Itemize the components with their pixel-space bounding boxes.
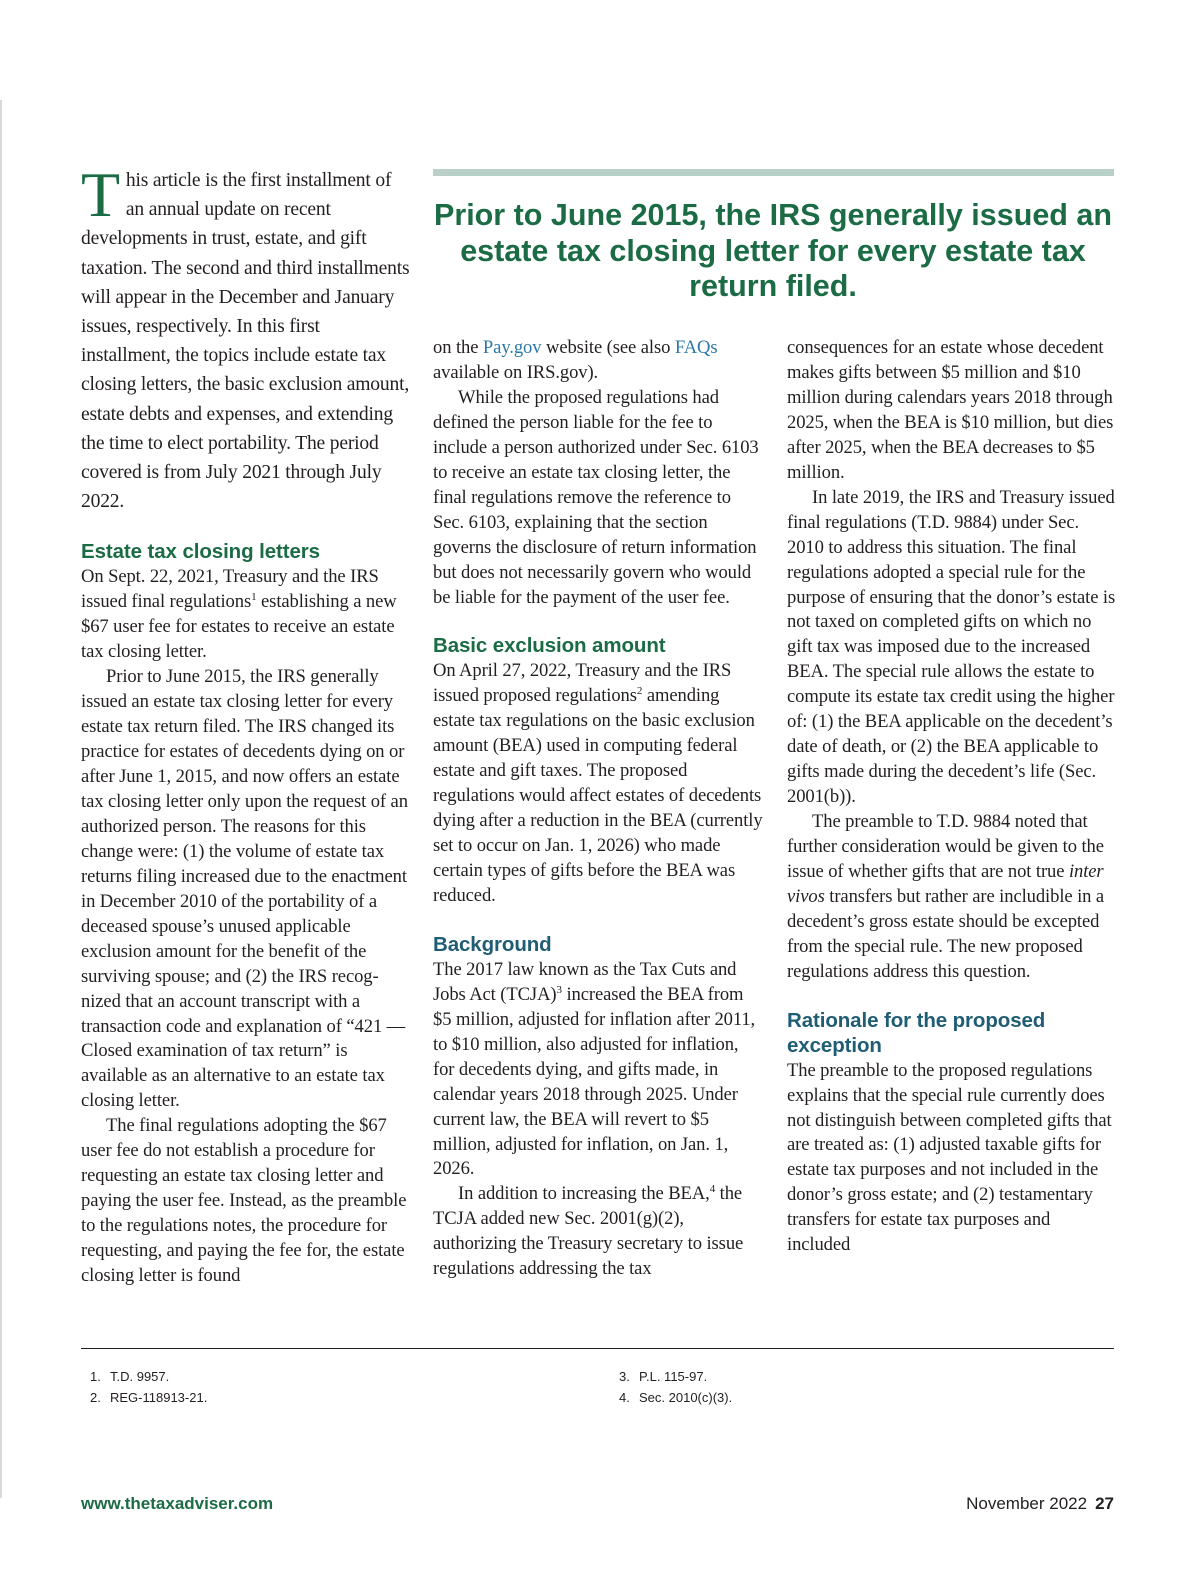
paragraph: on the Pay.gov website (see also FAQs available on IRS.gov). (433, 337, 718, 383)
heading-background: Background (433, 932, 552, 956)
faqs-link[interactable]: FAQs (674, 337, 718, 358)
paragraph: The preamble to the proposed regulations explains that the special rule currently does not distinguish between completed gifts that are treated as: (1) adjusted taxable gifts for estate tax purposes and not included in the donor’s gross estate; and (2) testamentary transfers for estate tax purposes and included (787, 1059, 1112, 1256)
paragraph: The final regulations adopting the $67 user fee do not establish a procedure for requesting an estate tax closing letter and paying the user fee. Instead, as the preamble to the regulations notes, the procedure for requesting, and paying the fee for, the estate closing letter is found (81, 1115, 407, 1287)
paragraph: consequences for an estate whose decedent makes gifts between $5 million and $10 million during calendars years 2018 through 2025, when the BEA is $10 million, but dies after 2025, when the BEA decreases to $5 million. (787, 337, 1114, 483)
intro-text: his article is the first installment of an annual update on recent developments in trust, estate, and gift taxation. The second and third installments will appear in the December and January issues, respectively. In this first installment, the topics include estate tax closing letters, the basic exclusion amount, estate debts and expenses, and extending the time to elect portability. The period covered is from July 2021 through July 2022. (81, 170, 410, 513)
footnote-ref-3[interactable]: 3 (556, 983, 562, 996)
paragraph: The preamble to T.D. 9884 noted that further consideration would be given to the issue of whether gifts that are not true inter vivos transfers but rather are includible in a decedent’s gross estate should be excepted from the special rule. The new proposed regulations address this question. (787, 811, 1105, 982)
paragraph: In late 2019, the IRS and Treasury issued final regulations (T.D. 9884) under Sec. 2010 to address this situation. The final regulations adopted a special rule for the purpose of ensuring that the donor’s estate is not taxed on completed gifts on which no gift tax was imposed due to the increased BEA. The special rule allows the estate to compute its estate tax credit using the higher of: (1) the BEA applicable on the decedent’s date of death, or (2) the BEA applicable to gifts made during the decedent’s life (Sec. 2001(b)). (787, 486, 1116, 808)
footnote-ref-1[interactable]: 1 (251, 591, 257, 604)
paragraph: Prior to June 2015, the IRS generally issued an estate tax closing letter for every estate tax return filed. The IRS changed its practice for estates of decedents dying on or after June 1, 2015, and now offers an estate tax closing letter only upon the request of an authorized person. The reasons for this change were: (1) the volume of estate tax returns filing increased due to the enactment in December 2010 of the portability of a deceased spouse’s unused applicable exclusion amount for the benefit of the surviving spouse; and (2) the IRS recognized that an account transcript with a transaction code and explanation of “421 — Closed examination of tax return” is available as an alternative to an estate tax closing letter. (81, 666, 408, 1112)
heading-basic-exclusion-amount: Basic exclusion amount (433, 634, 666, 658)
footnote-ref-4[interactable]: 4 (709, 1183, 716, 1196)
paragraph: The 2017 law known as the Tax Cuts and Jobs Act (TCJA)$^3$ increased the BEA from $5 million, adjusted for inflation after 2011, to $10 million, also adjusted for inflation, for decedents dying, and gifts made, in calendar years 2018 through 2025. Under current law, the BEA will revert to $5 million, adjusted for inflation, on Jan. 1, 2026. (433, 958, 756, 1180)
page-margin-rule (0, 100, 2, 1498)
paragraph: On Sept. 22, 2021, Treasury and the IRS issued final regulations$^1$ establishing a new $67 user fee for estates to receive an estate tax closing letter. (81, 566, 397, 663)
issue-and-page (966, 1494, 1114, 1514)
footnote-item: 3. P.L. 115-97. (619, 1369, 708, 1384)
heading-rationale-for-proposed-exception: Rationale for the proposed exception (787, 1008, 1046, 1057)
pull-quote-rule (433, 169, 1114, 176)
website-url[interactable]: www.thetaxadviser.com (81, 1494, 274, 1513)
issue-date: November 2022 (966, 1494, 1088, 1513)
column-3 (787, 336, 1117, 1258)
paragraph: On April 27, 2022, Treasury and the IRS issued proposed regulations$^2$ amending estate tax regulations on the basic exclusion amount (BEA) used in computing federal estate and gift taxes. The proposed regulations would affect estates of decedents dying after a reduction in the BEA (currently set to occur on Jan. 1, 2026) who made certain types of gifts before the BEA was reduced. (433, 660, 763, 906)
pull-quote: Prior to June 2015, the IRS generally issued an estate tax closing letter for every estate tax return filed. (433, 198, 1112, 303)
footnote-divider (81, 1348, 1114, 1349)
heading-estate-tax-closing-letters: Estate tax closing letters (81, 540, 320, 564)
footnote-item: 1. T.D. 9957. (90, 1369, 170, 1384)
footnote-item: 4. Sec. 2010(c)(3). (619, 1390, 733, 1405)
paragraph: While the proposed regulations had defined the person liable for the fee to include a person authorized under Sec. 6103 to receive an estate tax closing letter, the final regulations remove the reference to Sec. 6103, explaining that the section governs the disclosure of return information but does not necessarily govern who would be liable for the payment of the user fee. (433, 386, 759, 608)
footnotes-right (619, 1366, 732, 1408)
footnote-item: 2. REG-118913-21. (90, 1390, 208, 1405)
paragraph: In addition to increasing the BEA,$^4$ the TCJA added new Sec. 2001(g)(2), authorizing the Treasury secretary to issue regulations addressing the tax (433, 1183, 744, 1280)
footnote-ref-2[interactable]: 2 (636, 685, 643, 698)
drop-cap: T (81, 159, 120, 230)
column-2 (433, 336, 763, 1282)
page-number: 27 (1095, 1494, 1114, 1513)
column-1 (81, 159, 411, 1289)
intro-paragraph (81, 159, 411, 516)
footnotes-left (90, 1366, 207, 1408)
pay-gov-link[interactable]: Pay.gov (482, 337, 542, 358)
